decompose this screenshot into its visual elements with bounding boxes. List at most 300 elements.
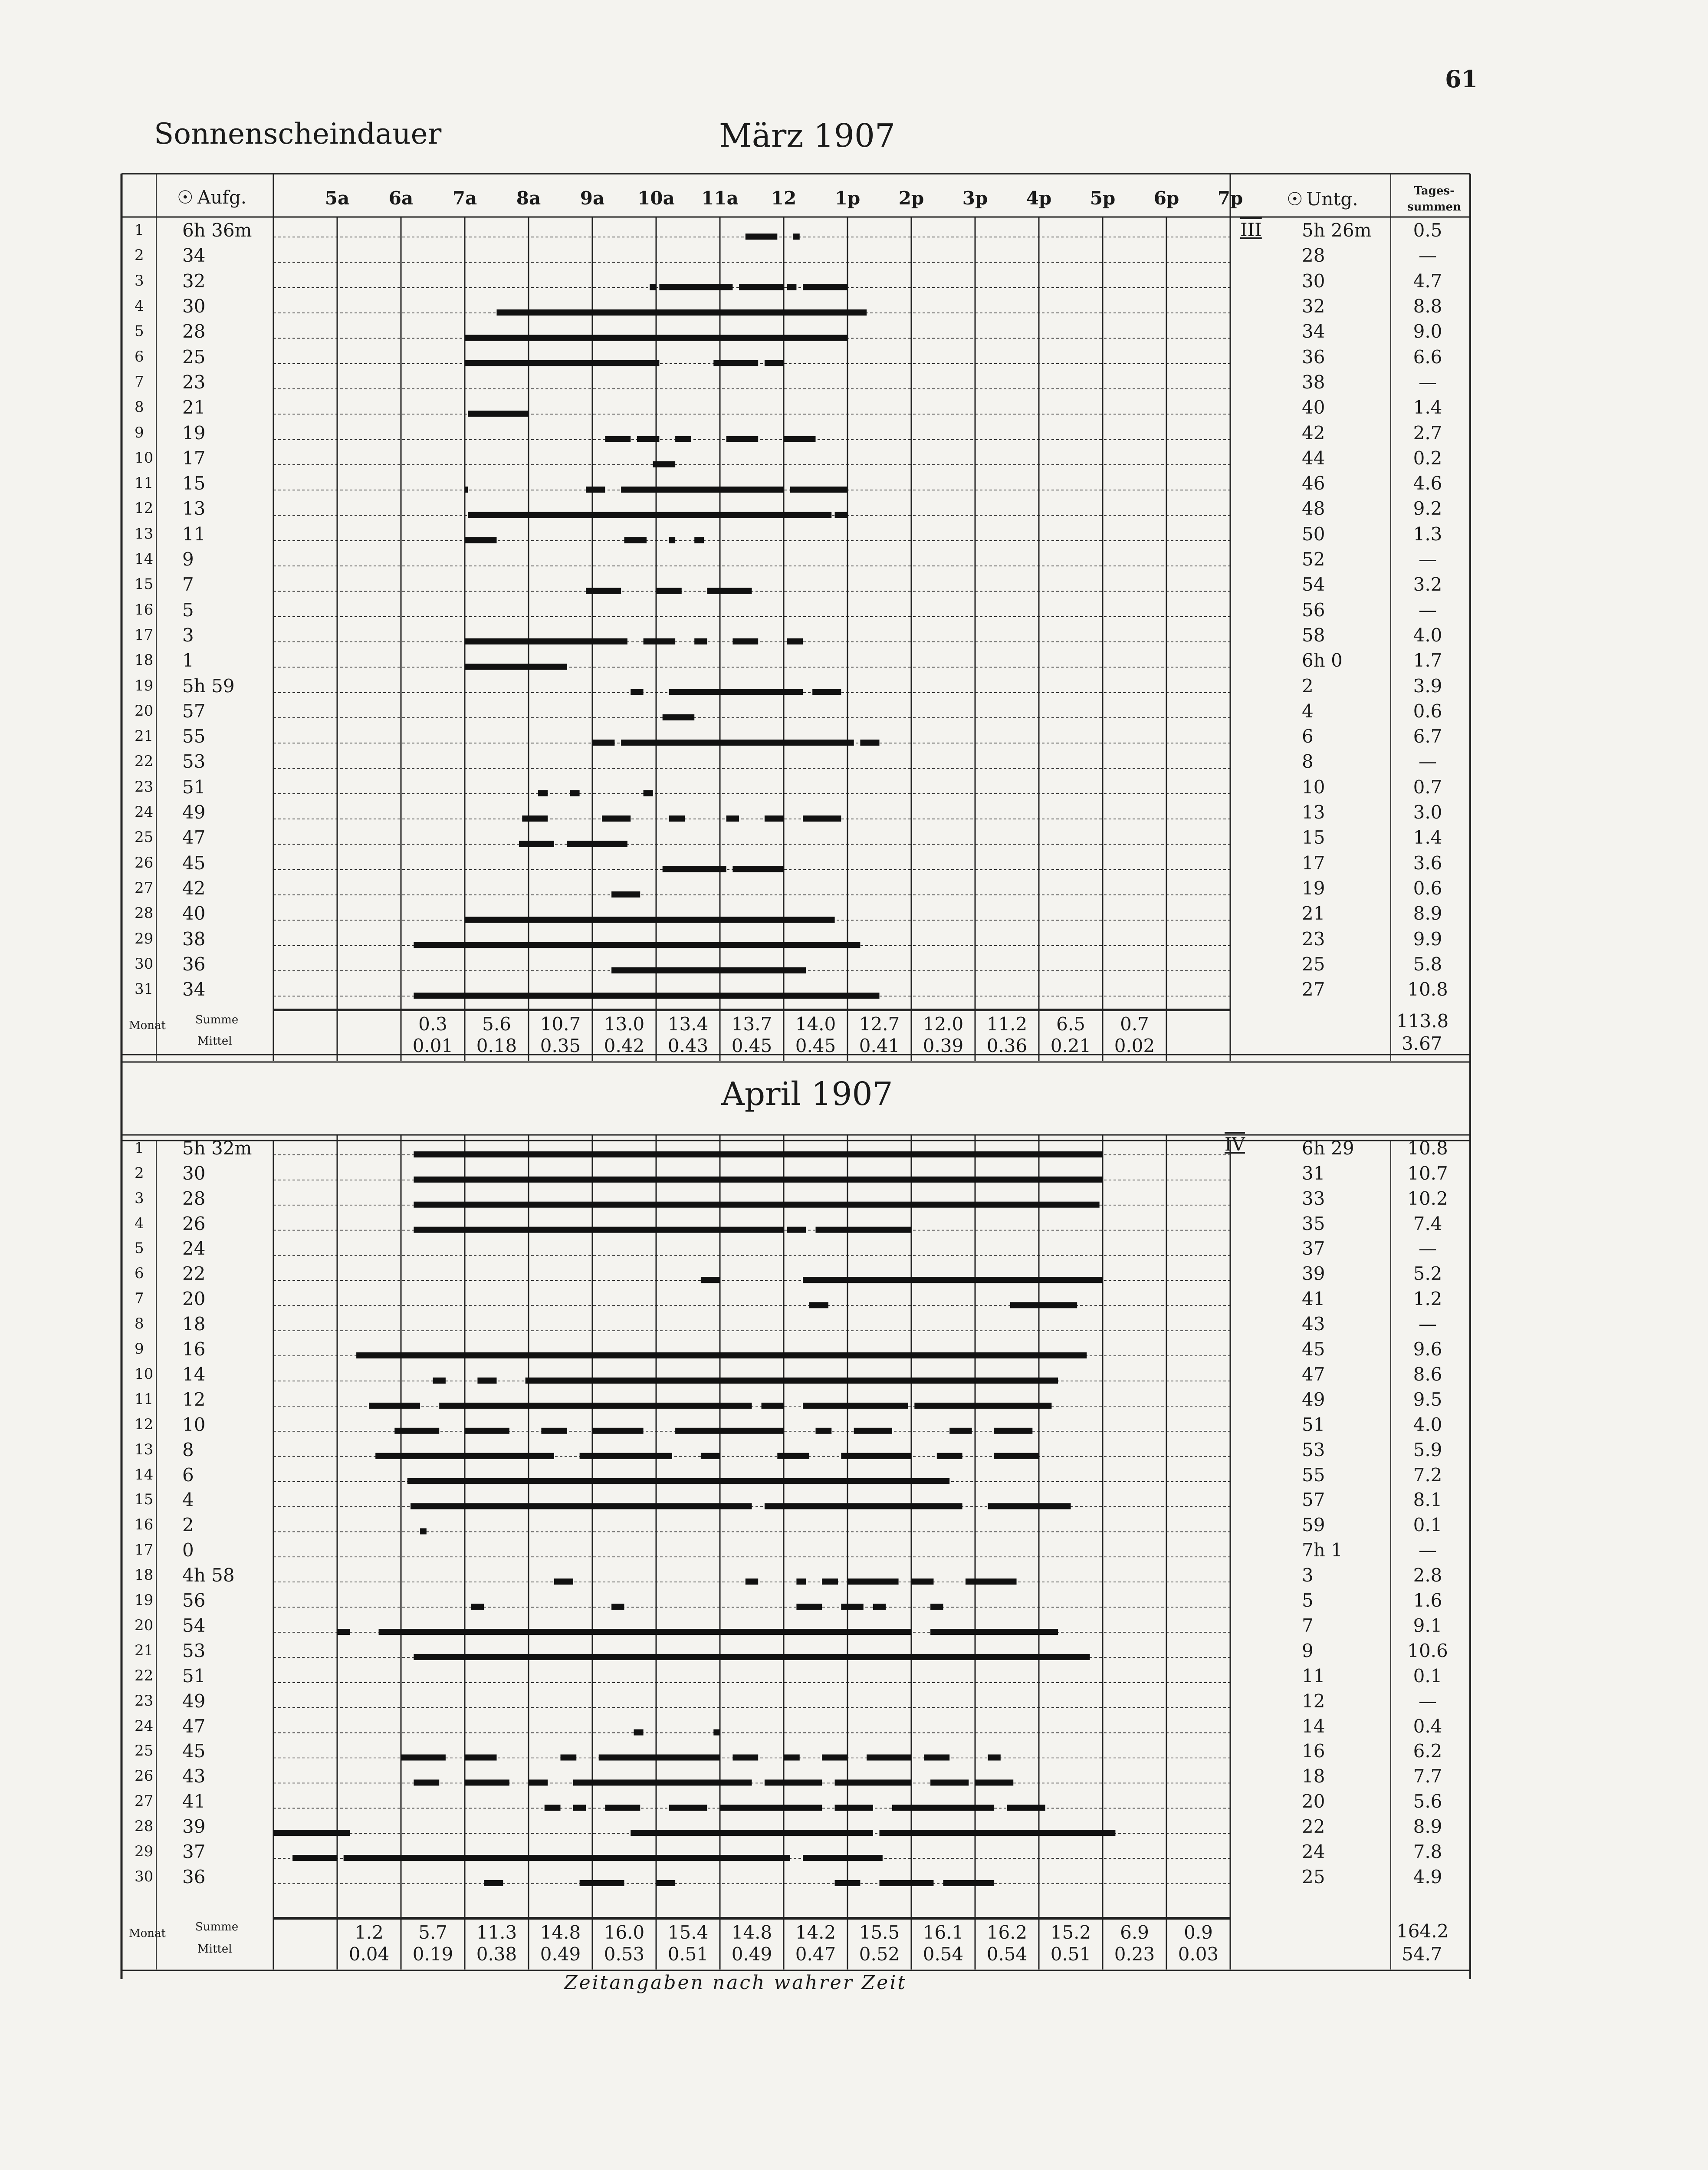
- hour-header: 12: [771, 187, 797, 209]
- sunshine-bar: [465, 487, 468, 493]
- sunshine-bar: [930, 1779, 969, 1785]
- sunshine-bar: [663, 866, 726, 872]
- sunshine-bar: [621, 487, 784, 493]
- daily-total: 4.0: [1413, 624, 1442, 646]
- day-number: 15: [135, 575, 154, 593]
- sunshine-bar: [484, 1880, 503, 1886]
- sunset-time: 13: [1302, 802, 1325, 823]
- sunshine-bar: [1007, 1805, 1045, 1811]
- day-number: 1: [135, 1139, 144, 1157]
- sunset-header: Untg.: [1306, 188, 1358, 210]
- day-number: 17: [135, 626, 154, 644]
- sunshine-bar: [880, 1830, 1116, 1836]
- day-number: 27: [135, 879, 154, 897]
- daily-total: 6.2: [1413, 1740, 1442, 1762]
- sunrise-time: 5h 32m: [182, 1137, 252, 1159]
- hourly-mean: 0.04: [348, 1943, 390, 1965]
- sunrise-time: 38: [182, 928, 206, 950]
- sunshine-bar: [567, 841, 627, 847]
- day-number: 27: [135, 1792, 154, 1810]
- day-number: 4: [135, 1214, 144, 1232]
- day-number: 23: [135, 778, 154, 796]
- sunshine-bar: [414, 1779, 439, 1785]
- sunset-time: 25: [1302, 953, 1325, 975]
- sunrise-time: 18: [182, 1313, 206, 1335]
- hourly-sum: 11.2: [986, 1013, 1028, 1035]
- day-number: 16: [135, 1516, 154, 1534]
- sunset-time: 47: [1302, 1363, 1325, 1385]
- daily-total: —: [1419, 371, 1437, 393]
- daily-total: 9.2: [1413, 498, 1442, 519]
- summary-label-april: Monat: [129, 1927, 166, 1940]
- daily-total: 4.9: [1413, 1866, 1442, 1887]
- sunrise-time: 30: [182, 296, 206, 317]
- day-number: 19: [135, 1591, 154, 1609]
- sunrise-time: 14: [182, 1363, 206, 1385]
- sunshine-bar: [420, 1528, 427, 1534]
- sunset-time: 15: [1302, 827, 1325, 848]
- daily-total: —: [1419, 1539, 1437, 1561]
- sunshine-bar: [465, 1428, 509, 1434]
- sunset-time: 41: [1302, 1288, 1325, 1310]
- day-number: 25: [135, 1742, 154, 1760]
- sunshine-bar: [669, 537, 675, 543]
- sunshine-bar: [793, 233, 800, 240]
- sunshine-bar: [411, 1503, 752, 1509]
- daily-total: 9.1: [1413, 1614, 1442, 1636]
- sunshine-bar: [273, 1830, 350, 1836]
- sunshine-bar: [966, 1578, 1017, 1585]
- hourly-mean: 0.51: [1050, 1943, 1091, 1965]
- sunshine-bar: [803, 284, 847, 290]
- hour-header: 6p: [1153, 187, 1179, 209]
- sunshine-bar: [787, 284, 796, 290]
- hourly-mean: 0.53: [604, 1943, 645, 1965]
- sunshine-bar: [570, 790, 580, 796]
- daily-total: 5.8: [1413, 953, 1442, 975]
- sunshine-bar: [835, 1880, 861, 1886]
- sunshine-bar: [822, 1578, 838, 1585]
- hour-header: 9a: [580, 187, 605, 209]
- sunrise-time: 21: [182, 397, 206, 418]
- day-number: 20: [135, 1616, 154, 1634]
- sunrise-time: 5: [182, 599, 194, 621]
- day-number: 28: [135, 904, 154, 922]
- roman-month-march: III: [1240, 219, 1262, 240]
- sunset-time: 17: [1302, 852, 1325, 874]
- sunrise-time: 15: [182, 473, 206, 494]
- sunshine-bar: [713, 1729, 720, 1736]
- day-number: 22: [135, 1667, 154, 1684]
- hourly-sum: 12.0: [923, 1013, 964, 1035]
- sunshine-bar: [477, 1378, 496, 1384]
- sunshine-bar: [675, 436, 691, 442]
- daily-total: 8.9: [1413, 1816, 1442, 1838]
- sunset-time: 36: [1302, 346, 1325, 368]
- sunrise-time: 39: [182, 1816, 206, 1838]
- day-number: 8: [135, 1315, 144, 1333]
- sunshine-bar: [433, 1378, 446, 1384]
- sunshine-bar: [796, 1604, 822, 1610]
- sunrise-time: 34: [182, 979, 206, 1000]
- sunrise-time: 34: [182, 245, 206, 266]
- sunshine-bar: [414, 1151, 1103, 1157]
- sunshine-bar: [611, 891, 640, 898]
- sunset-time: 51: [1302, 1414, 1325, 1435]
- sunshine-bar: [465, 917, 835, 923]
- hourly-mean: 0.18: [476, 1035, 517, 1056]
- sunrise-time: 20: [182, 1288, 206, 1310]
- hourly-sum: 16.1: [923, 1922, 964, 1943]
- sunrise-time: 12: [182, 1388, 206, 1410]
- sunset-time: 39: [1302, 1263, 1325, 1285]
- sunrise-time: 49: [182, 802, 206, 823]
- sunrise-time: 55: [182, 726, 206, 747]
- day-number: 6: [135, 1265, 144, 1282]
- hourly-mean: 0.35: [540, 1035, 581, 1056]
- sunset-time: 4: [1302, 700, 1314, 722]
- hourly-mean: 0.38: [476, 1943, 517, 1965]
- sunrise-time: 24: [182, 1238, 206, 1259]
- sunshine-bar: [988, 1503, 1071, 1509]
- hourly-sum: 16.0: [604, 1922, 645, 1943]
- sunshine-bar: [762, 1403, 784, 1409]
- sunshine-bar: [465, 1779, 509, 1785]
- sum-label-march: Summe: [195, 1013, 239, 1026]
- sunshine-bar: [803, 1277, 1103, 1283]
- hourly-mean: 0.19: [412, 1943, 453, 1965]
- sunshine-bar: [401, 1754, 446, 1760]
- sunset-time: 46: [1302, 473, 1325, 494]
- day-number: 18: [135, 651, 154, 669]
- sunrise-time: 54: [182, 1614, 206, 1636]
- sunshine-bar: [701, 1277, 720, 1283]
- sunshine-bar: [1010, 1302, 1077, 1308]
- sunset-time: 28: [1302, 245, 1325, 266]
- sunshine-bar: [644, 790, 653, 796]
- sunshine-bar: [369, 1403, 420, 1409]
- sunrise-header: Aufg.: [197, 187, 247, 208]
- sunrise-time: 16: [182, 1338, 206, 1360]
- day-number: 28: [135, 1818, 154, 1835]
- sunrise-time: 19: [182, 422, 206, 444]
- day-number: 21: [135, 727, 154, 745]
- hourly-sum: 15.2: [1050, 1922, 1091, 1943]
- sunset-time: 54: [1302, 574, 1325, 595]
- sunset-time: 42: [1302, 422, 1325, 444]
- daily-total: 1.3: [1413, 523, 1442, 545]
- sunshine-bar: [732, 1754, 758, 1760]
- sunrise-time: 36: [182, 953, 206, 975]
- day-number: 3: [135, 1189, 144, 1207]
- sunset-time: 11: [1302, 1665, 1325, 1687]
- sunshine-bar: [765, 1503, 962, 1509]
- sunrise-time: 36: [182, 1866, 206, 1887]
- day-number: 15: [135, 1491, 154, 1509]
- hourly-mean: 0.36: [986, 1035, 1028, 1056]
- day-number: 2: [135, 1164, 144, 1182]
- sunrise-time: 25: [182, 346, 206, 368]
- day-number: 26: [135, 854, 154, 871]
- hourly-mean: 0.45: [731, 1035, 772, 1056]
- day-number: 11: [135, 1390, 154, 1408]
- sunshine-bar: [892, 1805, 994, 1811]
- hourly-mean: 0.45: [795, 1035, 836, 1056]
- daily-total: 9.5: [1413, 1388, 1442, 1410]
- hourly-sum: 14.2: [795, 1922, 836, 1943]
- sunrise-time: 37: [182, 1841, 206, 1863]
- sunrise-time: 13: [182, 498, 206, 519]
- sunshine-bar: [860, 740, 879, 746]
- sunset-time: 25: [1302, 1866, 1325, 1887]
- month-title-march: März 1907: [719, 117, 896, 155]
- hourly-sum: 13.7: [731, 1013, 772, 1035]
- sunrise-time: 23: [182, 371, 206, 393]
- day-number: 26: [135, 1767, 154, 1785]
- hourly-mean: 0.41: [859, 1035, 900, 1056]
- hourly-sum: 16.2: [986, 1922, 1028, 1943]
- sunshine-bar: [586, 487, 605, 493]
- sunshine-bar: [545, 1805, 561, 1811]
- daily-total: 4.0: [1413, 1414, 1442, 1435]
- sunshine-bar: [538, 790, 548, 796]
- sunset-time: 27: [1302, 979, 1325, 1000]
- sunshine-bar: [765, 815, 784, 822]
- hourly-sum: 0.3: [418, 1013, 447, 1035]
- daily-total: —: [1419, 549, 1437, 570]
- sunshine-bar: [720, 1805, 822, 1811]
- sunrise-time: 8: [182, 1439, 194, 1460]
- sunshine-bar: [292, 1855, 337, 1861]
- sunset-time: 22: [1302, 1816, 1325, 1838]
- daily-total: 2.8: [1413, 1565, 1442, 1586]
- daily-total: 9.0: [1413, 321, 1442, 342]
- day-number: 8: [135, 398, 144, 416]
- sunset-time: 6h 0: [1302, 650, 1343, 671]
- sunshine-bar: [592, 740, 614, 746]
- day-number: 24: [135, 1717, 154, 1735]
- footer-note: Zeitangaben nach wahrer Zeit: [564, 1972, 907, 1994]
- sunshine-bar: [653, 461, 675, 467]
- sunshine-bar: [867, 1754, 911, 1760]
- sunset-time: 21: [1302, 903, 1325, 924]
- sunshine-bar: [669, 689, 803, 695]
- sunset-time: 53: [1302, 1439, 1325, 1460]
- hourly-mean: 0.23: [1114, 1943, 1155, 1965]
- day-number: 21: [135, 1641, 154, 1659]
- sunrise-time: 26: [182, 1213, 206, 1234]
- sunshine-bar: [344, 1855, 790, 1861]
- hour-header: 2p: [898, 187, 924, 209]
- hourly-sum: 6.9: [1120, 1922, 1149, 1943]
- sunshine-bar: [561, 1754, 577, 1760]
- daily-total: 8.1: [1413, 1489, 1442, 1511]
- hourly-mean: 0.49: [731, 1943, 772, 1965]
- sunshine-bar: [790, 487, 847, 493]
- sunshine-bar: [541, 1428, 567, 1434]
- sunrise-time: 10: [182, 1414, 206, 1435]
- sunshine-bar: [701, 1453, 720, 1459]
- sunrise-time: 56: [182, 1590, 206, 1611]
- hourly-mean: 0.21: [1050, 1035, 1091, 1056]
- sunshine-bar: [634, 1729, 644, 1736]
- daily-total: 1.4: [1413, 397, 1442, 418]
- sunshine-bar: [644, 638, 676, 644]
- sunshine-bar: [611, 1604, 624, 1610]
- sunset-time: 8: [1302, 751, 1314, 773]
- sunset-time: 5: [1302, 1590, 1314, 1611]
- day-number: 17: [135, 1541, 154, 1559]
- sunshine-bar: [465, 638, 627, 644]
- day-number: 7: [135, 1290, 144, 1308]
- daily-total: 7.8: [1413, 1841, 1442, 1863]
- daily-total: 0.6: [1413, 700, 1442, 722]
- totals-header-1: Tages-: [1414, 184, 1455, 197]
- roman-month-april: IV: [1225, 1134, 1245, 1155]
- sunshine-bar: [930, 1604, 943, 1610]
- sunshine-bar: [465, 537, 497, 543]
- day-number: 6: [135, 348, 144, 365]
- sunrise-time: 0: [182, 1539, 194, 1561]
- hour-header: 7p: [1217, 187, 1243, 209]
- day-number: 2: [135, 247, 144, 264]
- month-mean-april: 54.7: [1402, 1943, 1442, 1965]
- sunshine-bar: [659, 284, 732, 290]
- hourly-sum: 0.9: [1184, 1922, 1213, 1943]
- sunshine-bar: [746, 233, 778, 240]
- sunrise-time: 47: [182, 1715, 206, 1737]
- sunshine-bar: [580, 1453, 672, 1459]
- sunshine-bar: [465, 664, 567, 670]
- sunset-time: 9: [1302, 1640, 1314, 1661]
- sunrise-time: 22: [182, 1263, 206, 1285]
- hourly-sum: 14.8: [731, 1922, 772, 1943]
- sunshine-bar: [835, 1805, 873, 1811]
- hour-header: 3p: [962, 187, 988, 209]
- sunset-time: 12: [1302, 1690, 1325, 1712]
- sunrise-time: 51: [182, 776, 206, 798]
- sunset-time: 40: [1302, 397, 1325, 418]
- hourly-mean: 0.42: [604, 1035, 645, 1056]
- sunrise-time: 45: [182, 1740, 206, 1762]
- hourly-sum: 5.7: [418, 1922, 447, 1943]
- sunset-time: 16: [1302, 1740, 1325, 1762]
- daily-total: 3.2: [1413, 574, 1442, 595]
- sunshine-bar: [787, 1227, 806, 1233]
- sunshine-bar: [669, 815, 685, 822]
- sunshine-bar: [787, 638, 803, 644]
- day-number: 9: [135, 424, 144, 441]
- sunrise-time: 28: [182, 1187, 206, 1209]
- sunshine-bar: [637, 436, 659, 442]
- sunset-time: 45: [1302, 1338, 1325, 1360]
- day-number: 3: [135, 272, 144, 289]
- sunshine-bar: [816, 1428, 832, 1434]
- sunshine-bar: [586, 588, 621, 594]
- sunrise-symbol-icon: ☉: [177, 187, 194, 208]
- daily-total: 0.1: [1413, 1514, 1442, 1536]
- sunshine-bar: [937, 1453, 962, 1459]
- sunshine-bar: [414, 1202, 1099, 1208]
- sunrise-time: 51: [182, 1665, 206, 1687]
- sunrise-time: 11: [182, 523, 206, 545]
- sunshine-bar: [465, 335, 847, 341]
- sunshine-bar: [394, 1428, 439, 1434]
- sunrise-time: 57: [182, 700, 206, 722]
- sunshine-bar: [949, 1428, 972, 1434]
- day-number: 24: [135, 803, 154, 821]
- sunshine-bar: [809, 1302, 828, 1308]
- sunshine-bar: [812, 689, 841, 695]
- hourly-sum: 14.0: [795, 1013, 836, 1035]
- sunshine-bar: [650, 284, 656, 290]
- sunshine-bar: [880, 1880, 934, 1886]
- hourly-mean: 0.43: [667, 1035, 709, 1056]
- sunshine-bar: [930, 1629, 1058, 1635]
- sunshine-bar: [803, 1855, 883, 1861]
- sunshine-bar: [994, 1428, 1032, 1434]
- daily-total: 9.6: [1413, 1338, 1442, 1360]
- sunrise-time: 32: [182, 270, 206, 292]
- daily-total: 4.6: [1413, 473, 1442, 494]
- sunshine-bar: [822, 1754, 847, 1760]
- daily-total: 7.7: [1413, 1766, 1442, 1787]
- hourly-sum: 1.2: [355, 1922, 384, 1943]
- sunshine-bar: [414, 1227, 784, 1233]
- day-number: 10: [135, 449, 154, 467]
- sunrise-time: 53: [182, 1640, 206, 1661]
- sunrise-time: 1: [182, 650, 194, 671]
- sunrise-time: 47: [182, 827, 206, 848]
- daily-total: 0.5: [1413, 220, 1442, 241]
- sunset-time: 31: [1302, 1162, 1325, 1184]
- sunshine-bar: [784, 436, 816, 442]
- sunshine-bar: [465, 360, 659, 366]
- sunrise-time: 9: [182, 549, 194, 570]
- sunshine-bar: [414, 1177, 1103, 1183]
- hourly-sum: 12.7: [859, 1013, 900, 1035]
- sunset-time: 32: [1302, 296, 1325, 317]
- hour-header: 11a: [701, 187, 739, 209]
- sunset-time: 57: [1302, 1489, 1325, 1511]
- daily-total: —: [1419, 1238, 1437, 1259]
- sunset-time: 52: [1302, 549, 1325, 570]
- sunrise-time: 41: [182, 1791, 206, 1812]
- daily-total: —: [1419, 1690, 1437, 1712]
- daily-total: 1.6: [1413, 1590, 1442, 1611]
- sunshine-bar: [356, 1352, 1087, 1358]
- sunshine-bar: [911, 1578, 933, 1585]
- sunshine-bar: [777, 1453, 809, 1459]
- sunset-time: 10: [1302, 776, 1325, 798]
- hour-header: 5a: [325, 187, 350, 209]
- sunshine-bar: [631, 1830, 873, 1836]
- sunshine-bar: [465, 1754, 497, 1760]
- daily-total: 8.8: [1413, 296, 1442, 317]
- sunset-time: 7: [1302, 1614, 1314, 1636]
- sunrise-time: 4h 58: [182, 1565, 235, 1586]
- sunshine-bar: [914, 1403, 1051, 1409]
- sunshine-bar: [803, 815, 841, 822]
- sunrise-time: 30: [182, 1162, 206, 1184]
- daily-total: 3.0: [1413, 802, 1442, 823]
- sunshine-bar: [924, 1754, 949, 1760]
- daily-total: 3.9: [1413, 675, 1442, 697]
- day-number: 7: [135, 373, 144, 391]
- daily-total: —: [1419, 751, 1437, 773]
- day-number: 29: [135, 930, 154, 947]
- daily-total: 8.6: [1413, 1363, 1442, 1385]
